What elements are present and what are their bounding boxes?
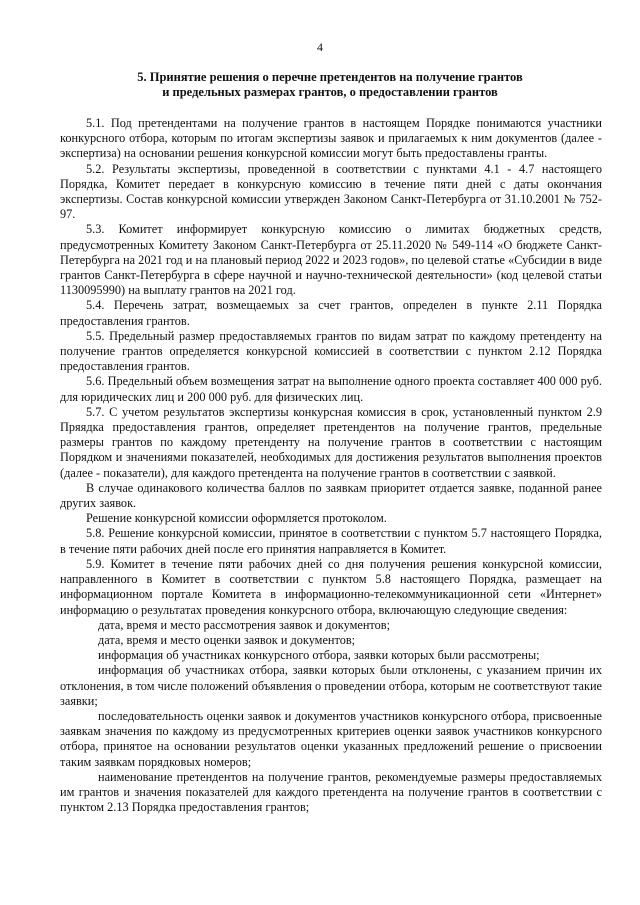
section-heading: [60, 70, 600, 100]
paragraph-5-3: 5.3. Комитет информирует конкурсную комиссию о лимитах бюджетных средств, предусмотренных Комитету Законом Санкт-Петербурга от 25.11.2020 № 549-114 «О бюджете Санкт-Петербурга на 2021 год и на плановый период 2022 и 2023 годов», по целевой статье «Субсидии в виде грантов Санкт-Петербурга в сфере научной и научно-технической деятельности» (код целевой статьи 1130095990) на выплату грантов на 2021 год.: [60, 222, 602, 298]
paragraph-protocol: Решение конкурсной комиссии оформляется протоколом.: [86, 511, 387, 526]
paragraph-5-4: 5.4. Перечень затрат, возмещаемых за счет грантов, определен в пункте 2.11 Порядка предоставления грантов.: [60, 298, 602, 328]
section-heading-line-1: 5. Принятие решения о перечне претендентов на получение грантов: [137, 70, 523, 84]
paragraph-5-6: 5.6. Предельный объем возмещения затрат на выполнение одного проекта составляет 400 000 руб. для юридических лиц и 200 000 руб. для физических лиц.: [60, 374, 602, 404]
list-item: дата, время и место оценки заявок и документов;: [98, 632, 356, 647]
paragraph-5-7: 5.7. С учетом результатов экспертизы конкурсная комиссия в срок, установленный пунктом 2.9 Пряядка предоставления грантов, определяет претендентов на получение грантов, предельные размеры грантов по каждому претенденту на получение грантов в соответствии с настоящим Порядком и значениями показателей, необходимых для достижения результатов выполнения проектов (далее - показатели), для каждого претендента на получение грантов в соответствии с заявкой.: [60, 404, 602, 480]
list-item: последовательность оценки заявок и документов участников конкурсного отбора, присвоенные заявкам значения по каждому из предусмотренных критериев оценки заявок участников конкурсного отбора, принятое на основании результатов оценки указанных предложений решение о присвоении таким заявкам порядковых номеров;: [60, 708, 602, 769]
list-item: информация об участниках конкурсного отбора, заявки которых были рассмотрены;: [98, 648, 540, 663]
list-item: наименование претендентов на получение грантов, рекомендуемые размеры предоставляемых им грантов и значения показателей для каждого претендента на получение грантов в соответствии с пунктом 2.13 Порядка предоставления грантов;: [60, 769, 602, 815]
section-heading-line-2: и предельных размерах грантов, о предоставлении грантов: [162, 85, 498, 99]
list-item: информация об участниках отбора, заявки которых были отклонены, с указанием причин их отклонения, в том числе положений объявления о проведении отбора, которым не соответствуют такие заявки;: [60, 663, 602, 708]
document-body: [60, 116, 602, 815]
paragraph-5-9: 5.9. Комитет в течение пяти рабочих дней со дня получения решения конкурсной комиссии, направленного в Комитет в соответствии с пунктом 5.8 настоящего Порядка, размещает на информационном портале Комитета в информационно-телекоммуникационной сети «Интернет» информацию о результатах проведения конкурсного отбора, включающую следующие сведения:: [60, 556, 602, 617]
page-number: 4: [317, 40, 323, 54]
list-item: дата, время и место рассмотрения заявок и документов;: [98, 617, 390, 632]
paragraph-5-1: 5.1. Под претендентами на получение грантов в настоящем Порядке понимаются участники конкурсного отбора, которым по итогам экспертизы заявок и прилагаемых к ним документов (далее - экспертиза) на основании решения конкурсной комиссии могут быть предоставлены гранты.: [60, 116, 602, 161]
paragraph-5-8: 5.8. Решение конкурсной комиссии, принятое в соответствии с пунктом 5.7 настоящего Порядка, в течение пяти рабочих дней после его принятия направляется в Комитет.: [60, 526, 602, 556]
paragraph-5-5: 5.5. Предельный размер предоставляемых грантов по видам затрат по каждому претенденту на получение грантов определяется конкурсной комиссией в соответствии с пунктом 2.12 Порядка предоставления грантов.: [60, 328, 602, 374]
paragraph-equal-score: В случае одинакового количества баллов по заявкам приоритет отдается заявке, поданной ранее других заявок.: [60, 480, 602, 511]
paragraph-5-2: 5.2. Результаты экспертизы, проведенной в соответствии с пунктами 4.1 - 4.7 настоящего Порядка, Комитет передает в конкурсную комиссию в течение пяти дней с даты окончания экспертизы. Состав конкурсной комиссии утвержден Законом Санкт-Петербурга от 31.10.2001 № 752-97.: [60, 161, 602, 222]
